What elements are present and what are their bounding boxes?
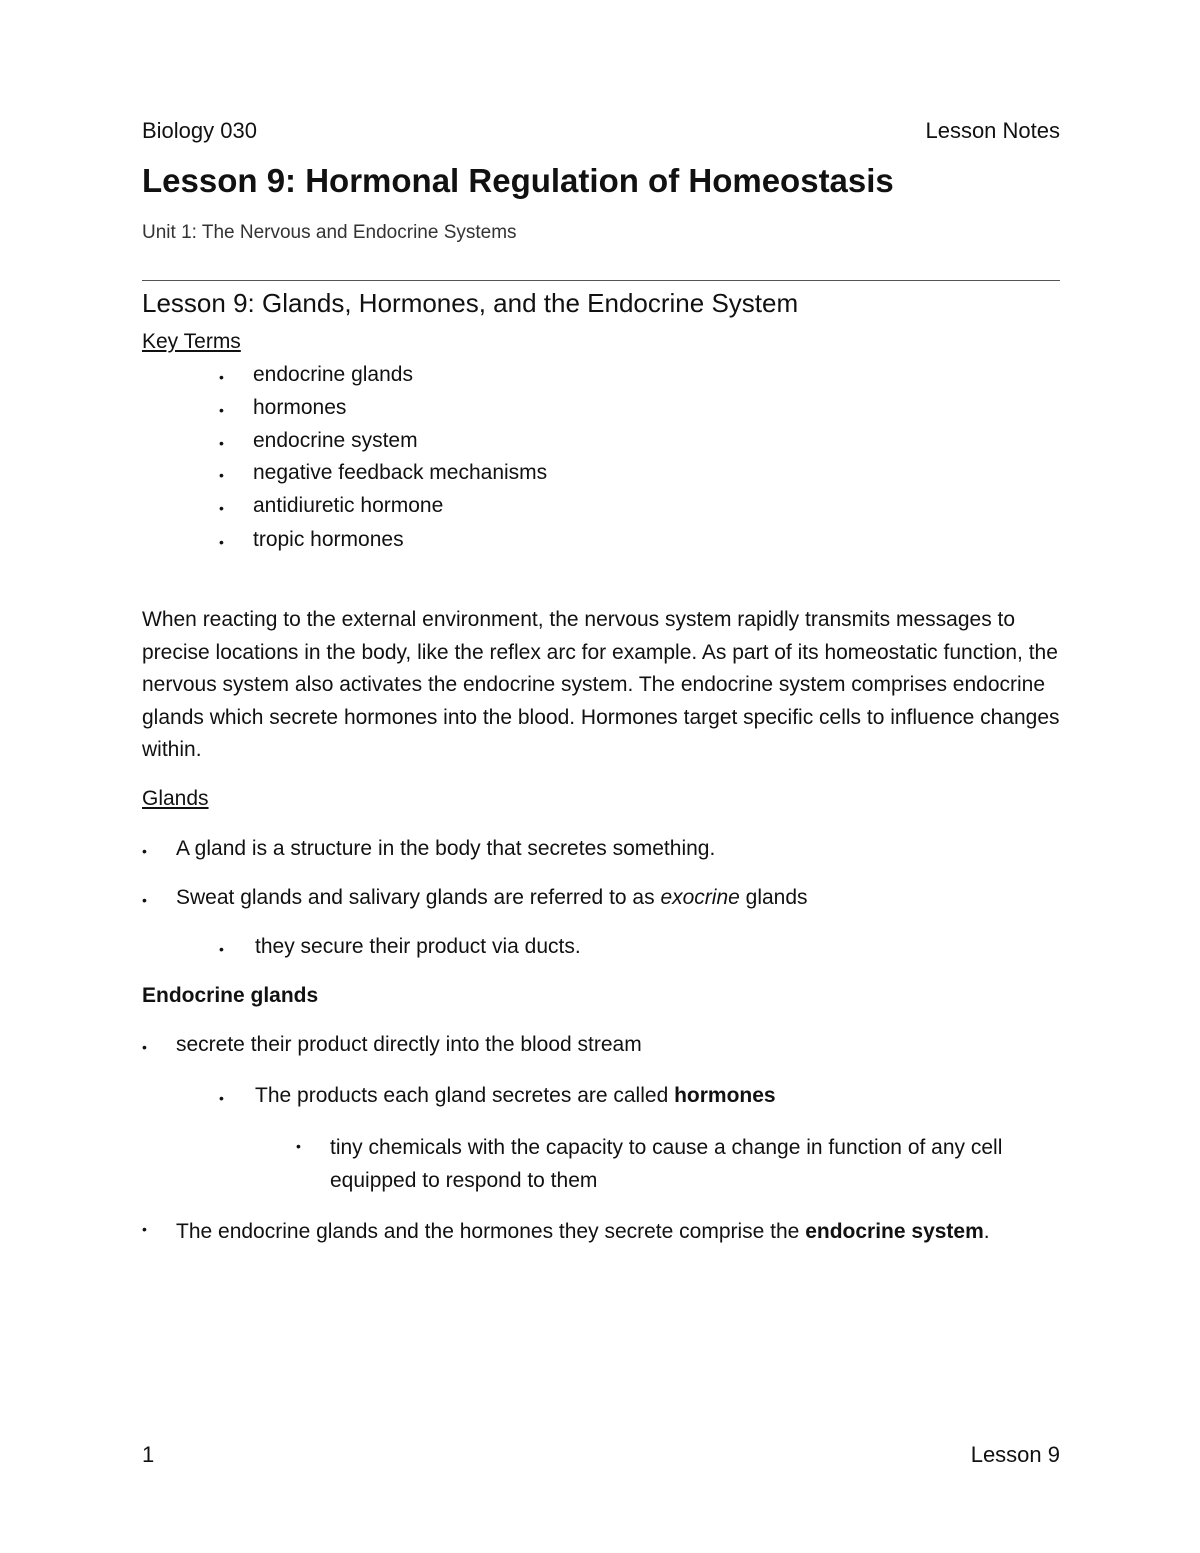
key-terms-heading: Key Terms (142, 330, 241, 353)
bullet-icon: • (219, 500, 224, 516)
header-course: Biology 030 (142, 118, 257, 143)
page-title: Lesson 9: Hormonal Regulation of Homeostasis (142, 162, 894, 199)
bullet-icon: • (219, 534, 224, 550)
glands-item: Sweat glands and salivary glands are referred to as exocrine glands (176, 886, 808, 909)
bullet-icon: • (142, 892, 147, 908)
endocrine-heading: Endocrine glands (142, 984, 319, 1007)
footer-lesson: Lesson 9 (970, 1442, 1060, 1467)
key-term: tropic hormones (253, 528, 404, 551)
key-term: endocrine glands (253, 363, 413, 386)
glands-heading: Glands (142, 787, 209, 810)
endocrine-subitem: The products each gland secretes are called hormones (255, 1084, 776, 1107)
glands-item: A gland is a structure in the body that secretes something. (176, 837, 716, 860)
header-doc-type: Lesson Notes (925, 118, 1060, 143)
bullet-icon: • (219, 369, 224, 385)
intro-paragraph: When reacting to the external environment, the nervous system rapidly transmits messages to precise locations in the body, like the reflex arc for example. As part of its homeostatic function, the nervous system also activates the endocrine system. The endocrine system comprises endocrine glands which secrete hormones into the blood. Hormones target specific cells to influence changes within. (142, 608, 1060, 762)
bullet-icon: • (142, 1221, 147, 1237)
endocrine-item: The endocrine glands and the hormones they secrete comprise the endocrine system. (176, 1220, 990, 1243)
bullet-icon: • (296, 1138, 301, 1154)
endocrine-item: secrete their product directly into the blood stream (176, 1033, 642, 1056)
endocrine-subsubitem: tiny chemicals with the capacity to cause a change in function of any cell equipped to respond to them (330, 1136, 1003, 1192)
bullet-icon: • (142, 843, 147, 859)
divider (142, 280, 1060, 281)
key-term: negative feedback mechanisms (253, 461, 548, 484)
key-term: hormones (253, 396, 347, 419)
bullet-icon: • (219, 435, 224, 451)
bullet-icon: • (219, 402, 224, 418)
bullet-icon: • (142, 1039, 147, 1055)
bullet-icon: • (219, 467, 224, 483)
section-title: Lesson 9: Glands, Hormones, and the Endocrine System (142, 288, 799, 318)
key-term: antidiuretic hormone (253, 494, 444, 517)
bullet-icon: • (219, 941, 224, 957)
key-term: endocrine system (253, 429, 418, 452)
page-number: 1 (142, 1442, 155, 1467)
page-subtitle: Unit 1: The Nervous and Endocrine Systems (142, 222, 517, 243)
bullet-icon: • (219, 1090, 224, 1106)
glands-subitem: they secure their product via ducts. (255, 935, 581, 958)
